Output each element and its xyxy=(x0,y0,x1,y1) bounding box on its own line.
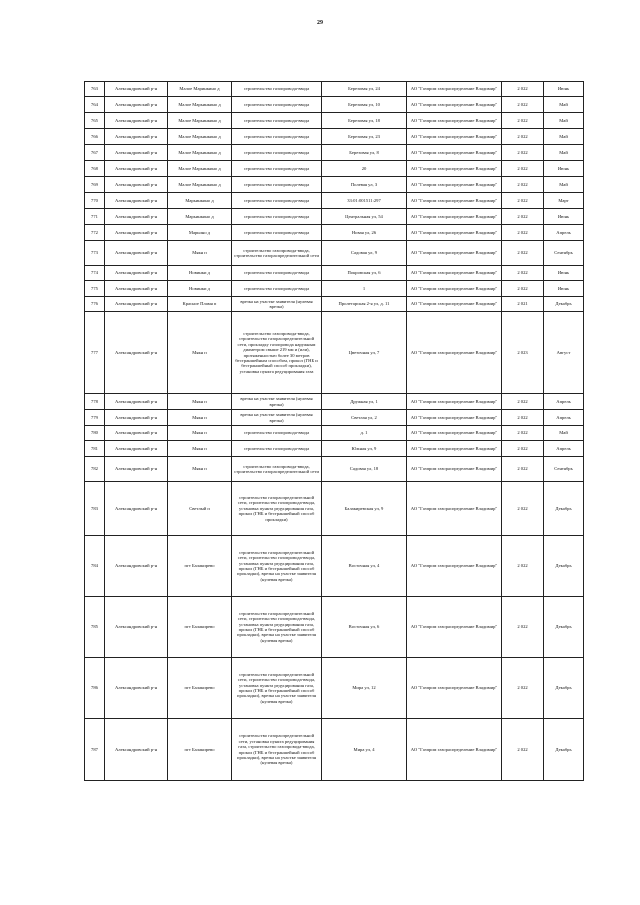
month-cell: Декабрь xyxy=(544,719,584,781)
month-cell: Сентябрь xyxy=(544,241,584,266)
gas-works-table xyxy=(84,81,584,781)
organization-cell: АО "Газпром газораспределение Владимир" xyxy=(407,441,502,457)
district-cell: Александровский р-н xyxy=(105,281,168,297)
organization-cell: АО "Газпром газораспределение Владимир" xyxy=(407,658,502,719)
month-cell: Апрель xyxy=(544,394,584,410)
row-number-cell: 783 xyxy=(85,482,105,536)
work-type-cell: строительство газопровода-ввода xyxy=(232,266,322,281)
district-cell: Александровский р-н xyxy=(105,426,168,441)
table-row xyxy=(85,482,584,536)
year-cell: 2 021 xyxy=(502,297,544,312)
month-cell: Июнь xyxy=(544,281,584,297)
row-number-cell: 771 xyxy=(85,209,105,225)
work-type-cell: строительство газопровода-ввода, строительство газораспределительной сети xyxy=(232,241,322,266)
row-number-cell: 772 xyxy=(85,225,105,241)
district-cell: Александровский р-н xyxy=(105,241,168,266)
address-cell: Цветочная ул, 7 xyxy=(322,312,407,394)
month-cell: Декабрь xyxy=(544,658,584,719)
work-type-cell: строительство газопровода-ввода xyxy=(232,129,322,145)
table-row xyxy=(85,82,584,97)
organization-cell: АО "Газпром газораспределение Владимир" xyxy=(407,410,502,426)
locality-cell: Малое Марьинкино д xyxy=(168,129,232,145)
work-type-cell: строительство газопровода-ввода xyxy=(232,441,322,457)
row-number-cell: 786 xyxy=(85,658,105,719)
locality-cell: Малое Марьинкино д xyxy=(168,177,232,193)
organization-cell: АО "Газпром газораспределение Владимир" xyxy=(407,129,502,145)
district-cell: Александровский р-н xyxy=(105,482,168,536)
organization-cell: АО "Газпром газораспределение Владимир" xyxy=(407,426,502,441)
organization-cell: АО "Газпром газораспределение Владимир" xyxy=(407,113,502,129)
locality-cell: Малое Марьинкино д xyxy=(168,145,232,161)
month-cell: Май xyxy=(544,113,584,129)
year-cell: 2 022 xyxy=(502,129,544,145)
row-number-cell: 777 xyxy=(85,312,105,394)
locality-cell: Марьинкино д xyxy=(168,193,232,209)
organization-cell: АО "Газпром газораспределение Владимир" xyxy=(407,145,502,161)
month-cell: Март xyxy=(544,193,584,209)
month-cell: Август xyxy=(544,312,584,394)
row-number-cell: 785 xyxy=(85,597,105,658)
locality-cell: пгт Балакирево xyxy=(168,658,232,719)
organization-cell: АО "Газпром газораспределение Владимир" xyxy=(407,209,502,225)
year-cell: 2 022 xyxy=(502,410,544,426)
work-type-cell: строительство газопровода-ввода xyxy=(232,193,322,209)
address-cell: Центральная ул, 54 xyxy=(322,209,407,225)
table-row xyxy=(85,241,584,266)
row-number-cell: 767 xyxy=(85,145,105,161)
row-number-cell: 773 xyxy=(85,241,105,266)
table-row xyxy=(85,597,584,658)
month-cell: Май xyxy=(544,426,584,441)
month-cell: Май xyxy=(544,177,584,193)
month-cell: Декабрь xyxy=(544,597,584,658)
year-cell: 2 022 xyxy=(502,113,544,129)
locality-cell: Малое Марьинкино д xyxy=(168,113,232,129)
row-number-cell: 775 xyxy=(85,281,105,297)
district-cell: Александровский р-н xyxy=(105,97,168,113)
row-number-cell: 768 xyxy=(85,161,105,177)
organization-cell: АО "Газпром газораспределение Владимир" xyxy=(407,536,502,597)
locality-cell: Новинки д xyxy=(168,281,232,297)
locality-cell: Новинки д xyxy=(168,266,232,281)
month-cell: Май xyxy=(544,129,584,145)
work-type-cell: строительство газопровода-ввода, строительство газораспределительной сети, прокладку газопровода наружным диаметром свыше 219 мм и (или), протяженностью более 30 метров бестраншейным способом, прокол (ГНБ и бестраншейный способ прокладки), установка пункта редуцирования газа xyxy=(232,312,322,394)
organization-cell: АО "Газпром газораспределение Владимир" xyxy=(407,394,502,410)
work-type-cell: строительство газопровода-ввода xyxy=(232,177,322,193)
address-cell: Южная ул, 9 xyxy=(322,441,407,457)
table-row xyxy=(85,536,584,597)
address-cell: 20 xyxy=(322,161,407,177)
row-number-cell: 776 xyxy=(85,297,105,312)
row-number-cell: 764 xyxy=(85,97,105,113)
locality-cell: Мякн п xyxy=(168,426,232,441)
organization-cell: АО "Газпром газораспределение Владимир" xyxy=(407,241,502,266)
work-type-cell: врезка на участке заявителя (нулевая врезка) xyxy=(232,394,322,410)
organization-cell: АО "Газпром газораспределение Владимир" xyxy=(407,161,502,177)
table-row xyxy=(85,719,584,781)
year-cell: 2 022 xyxy=(502,145,544,161)
locality-cell: Малое Марьинкино д xyxy=(168,161,232,177)
year-cell: 2 022 xyxy=(502,161,544,177)
row-number-cell: 763 xyxy=(85,82,105,97)
district-cell: Александровский р-н xyxy=(105,161,168,177)
table-row xyxy=(85,658,584,719)
locality-cell: Малое Маринкино д xyxy=(168,82,232,97)
organization-cell: АО "Газпром газораспределение Владимир" xyxy=(407,281,502,297)
work-type-cell: строительство газораспределительной сети, строительство газопровода-ввода, установка пункта редуцирования газа, прокол (ГНБ и бестраншейный способ прокладки) xyxy=(232,482,322,536)
organization-cell: АО "Газпром газораспределение Владимир" xyxy=(407,312,502,394)
address-cell: 33:01:001511:297 xyxy=(322,193,407,209)
locality-cell: Мякн п xyxy=(168,312,232,394)
district-cell: Александровский р-н xyxy=(105,297,168,312)
page-number: 29 xyxy=(317,20,323,26)
work-type-cell: строительство газораспределительной сети, строительство газопровода-ввода, установка пункта редуцирования газа, прокол (ГНБ и бестраншейный способ прокладки), врезка на участке заявителя (нулевая врезка) xyxy=(232,658,322,719)
work-type-cell: строительство газопровода-ввода xyxy=(232,82,322,97)
address-cell: Садовая ул, 18 xyxy=(322,457,407,482)
work-type-cell: строительство газораспределительной сети, строительство газопровода-ввода, установка пункта редуцирования газа, прокол (ГНБ и бестраншейный способ прокладки), врезка на участке заявителя (нулевая врезка) xyxy=(232,597,322,658)
row-number-cell: 770 xyxy=(85,193,105,209)
address-cell: Березовая ул, 8 xyxy=(322,145,407,161)
year-cell: 2 022 xyxy=(502,441,544,457)
organization-cell: АО "Газпром газораспределение Владимир" xyxy=(407,177,502,193)
row-number-cell: 787 xyxy=(85,719,105,781)
address-cell: 1 xyxy=(322,281,407,297)
address-cell: Садовая ул, 9 xyxy=(322,241,407,266)
district-cell: Александровский р-н xyxy=(105,457,168,482)
row-number-cell: 774 xyxy=(85,266,105,281)
district-cell: Александровский р-н xyxy=(105,410,168,426)
table-row xyxy=(85,281,584,297)
row-number-cell: 782 xyxy=(85,457,105,482)
work-type-cell: строительство газопровода-ввода xyxy=(232,209,322,225)
table-row xyxy=(85,297,584,312)
year-cell: 2 022 xyxy=(502,177,544,193)
month-cell: Декабрь xyxy=(544,536,584,597)
work-type-cell: строительство газопровода-ввода xyxy=(232,281,322,297)
organization-cell: АО "Газпром газораспределение Владимир" xyxy=(407,597,502,658)
month-cell: Май xyxy=(544,97,584,113)
year-cell: 2 022 xyxy=(502,536,544,597)
locality-cell: пгт Балакирево xyxy=(168,597,232,658)
work-type-cell: строительство газопровода-ввода xyxy=(232,97,322,113)
year-cell: 2 022 xyxy=(502,482,544,536)
address-cell: Восточная ул, 4 xyxy=(322,536,407,597)
table-row xyxy=(85,410,584,426)
year-cell: 2 022 xyxy=(502,394,544,410)
address-cell: д. 1 xyxy=(322,426,407,441)
year-cell: 2 022 xyxy=(502,426,544,441)
row-number-cell: 779 xyxy=(85,410,105,426)
table-row xyxy=(85,113,584,129)
district-cell: Александровский р-н xyxy=(105,658,168,719)
locality-cell: Мякн п xyxy=(168,394,232,410)
table-row xyxy=(85,209,584,225)
organization-cell: АО "Газпром газораспределение Владимир" xyxy=(407,266,502,281)
table-body xyxy=(85,82,584,781)
organization-cell: АО "Газпром газораспределение Владимир" xyxy=(407,457,502,482)
work-type-cell: строительство газопровода-ввода, строительство газораспределительной сети xyxy=(232,457,322,482)
month-cell: Апрель xyxy=(544,225,584,241)
district-cell: Александровский р-н xyxy=(105,129,168,145)
work-type-cell: врезка на участке заявителя (нулевая врезка) xyxy=(232,410,322,426)
district-cell: Александровский р-н xyxy=(105,177,168,193)
work-type-cell: строительство газопровода-ввода xyxy=(232,426,322,441)
year-cell: 2 022 xyxy=(502,719,544,781)
locality-cell: Светлый п xyxy=(168,482,232,536)
table-row xyxy=(85,394,584,410)
month-cell: Июнь xyxy=(544,266,584,281)
month-cell: Декабрь xyxy=(544,482,584,536)
district-cell: Александровский р-н xyxy=(105,312,168,394)
table-row xyxy=(85,161,584,177)
organization-cell: АО "Газпром газораспределение Владимир" xyxy=(407,97,502,113)
locality-cell: Красное Пламя п xyxy=(168,297,232,312)
organization-cell: АО "Газпром газораспределение Владимир" xyxy=(407,225,502,241)
table-row xyxy=(85,225,584,241)
row-number-cell: 781 xyxy=(85,441,105,457)
work-type-cell: строительство газораспределительной сети, установка пункта редуцирования газа, строительство газопровода-ввода, прокол (ГНБ и бестраншейный способ прокладки), врезка на участке заявителя (нулевая врезка) xyxy=(232,719,322,781)
district-cell: Александровский р-н xyxy=(105,719,168,781)
year-cell: 2 023 xyxy=(502,312,544,394)
year-cell: 2 022 xyxy=(502,457,544,482)
district-cell: Александровский р-н xyxy=(105,441,168,457)
address-cell: Березовая ул, 23 xyxy=(322,129,407,145)
organization-cell: АО "Газпром газораспределение Владимир" xyxy=(407,82,502,97)
year-cell: 2 022 xyxy=(502,658,544,719)
address-cell: Новая ул, 26 xyxy=(322,225,407,241)
row-number-cell: 769 xyxy=(85,177,105,193)
work-type-cell: строительство газопровода-ввода xyxy=(232,161,322,177)
table-row xyxy=(85,193,584,209)
locality-cell: Малое Марьинкино д xyxy=(168,97,232,113)
table-row xyxy=(85,312,584,394)
address-cell: Дружная ул, 1 xyxy=(322,394,407,410)
district-cell: Александровский р-н xyxy=(105,597,168,658)
organization-cell: АО "Газпром газораспределение Владимир" xyxy=(407,297,502,312)
table-row xyxy=(85,266,584,281)
locality-cell: Мякн п xyxy=(168,441,232,457)
work-type-cell: строительство газопровода-ввода xyxy=(232,145,322,161)
address-cell: Березовая ул, 18 xyxy=(322,113,407,129)
locality-cell: Мякн п xyxy=(168,241,232,266)
month-cell: Июнь xyxy=(544,209,584,225)
district-cell: Александровский р-н xyxy=(105,209,168,225)
month-cell: Май xyxy=(544,145,584,161)
month-cell: Апрель xyxy=(544,410,584,426)
month-cell: Декабрь xyxy=(544,297,584,312)
table-row xyxy=(85,129,584,145)
work-type-cell: строительство газопровода-ввода xyxy=(232,225,322,241)
year-cell: 2 022 xyxy=(502,241,544,266)
district-cell: Александровский р-н xyxy=(105,113,168,129)
organization-cell: АО "Газпром газораспределение Владимир" xyxy=(407,482,502,536)
table-row xyxy=(85,177,584,193)
address-cell: Балакиревская ул, 9 xyxy=(322,482,407,536)
address-cell: Мира ул, 12 xyxy=(322,658,407,719)
district-cell: Александровский р-н xyxy=(105,394,168,410)
row-number-cell: 765 xyxy=(85,113,105,129)
district-cell: Александровский р-н xyxy=(105,225,168,241)
organization-cell: АО "Газпром газораспределение Владимир" xyxy=(407,193,502,209)
table-row xyxy=(85,441,584,457)
year-cell: 2 022 xyxy=(502,597,544,658)
district-cell: Александровский р-н xyxy=(105,145,168,161)
district-cell: Александровский р-н xyxy=(105,193,168,209)
year-cell: 2 022 xyxy=(502,209,544,225)
month-cell: Июнь xyxy=(544,82,584,97)
row-number-cell: 780 xyxy=(85,426,105,441)
locality-cell: Мякн п xyxy=(168,410,232,426)
organization-cell: АО "Газпром газораспределение Владимир" xyxy=(407,719,502,781)
address-cell: Березовая ул, 24 xyxy=(322,82,407,97)
address-cell: Полевая ул, 3 xyxy=(322,177,407,193)
district-cell: Александровский р-н xyxy=(105,536,168,597)
table-row xyxy=(85,457,584,482)
address-cell: Мира ул, 4 xyxy=(322,719,407,781)
year-cell: 2 022 xyxy=(502,225,544,241)
row-number-cell: 778 xyxy=(85,394,105,410)
address-cell: Восточная ул, 6 xyxy=(322,597,407,658)
year-cell: 2 022 xyxy=(502,281,544,297)
table-row xyxy=(85,145,584,161)
table-row xyxy=(85,426,584,441)
locality-cell: Марьино д xyxy=(168,225,232,241)
row-number-cell: 784 xyxy=(85,536,105,597)
year-cell: 2 022 xyxy=(502,82,544,97)
month-cell: Июнь xyxy=(544,161,584,177)
address-cell: Покровская ул, 6 xyxy=(322,266,407,281)
district-cell: Александровский р-н xyxy=(105,82,168,97)
year-cell: 2 022 xyxy=(502,266,544,281)
table-row xyxy=(85,97,584,113)
month-cell: Апрель xyxy=(544,441,584,457)
locality-cell: пгт Балакирево xyxy=(168,719,232,781)
locality-cell: Марьинкино д xyxy=(168,209,232,225)
year-cell: 2 022 xyxy=(502,193,544,209)
locality-cell: пгт Балакирево xyxy=(168,536,232,597)
work-type-cell: врезка на участке заявителя (нулевая врезка) xyxy=(232,297,322,312)
year-cell: 2 022 xyxy=(502,97,544,113)
district-cell: Александровский р-н xyxy=(105,266,168,281)
address-cell: Пролетарская 2-я ул, д. 11 xyxy=(322,297,407,312)
locality-cell: Мякн п xyxy=(168,457,232,482)
address-cell: Светлая ул, 2 xyxy=(322,410,407,426)
work-type-cell: строительство газопровода-ввода xyxy=(232,113,322,129)
month-cell: Сентябрь xyxy=(544,457,584,482)
work-type-cell: строительство газораспределительной сети, строительство газопровода-ввода, установка пункта редуцирования газа, прокол (ГНБ и бестраншейный способ прокладки), врезка на участке заявителя (нулевая врезка) xyxy=(232,536,322,597)
address-cell: Березовая ул, 10 xyxy=(322,97,407,113)
row-number-cell: 766 xyxy=(85,129,105,145)
